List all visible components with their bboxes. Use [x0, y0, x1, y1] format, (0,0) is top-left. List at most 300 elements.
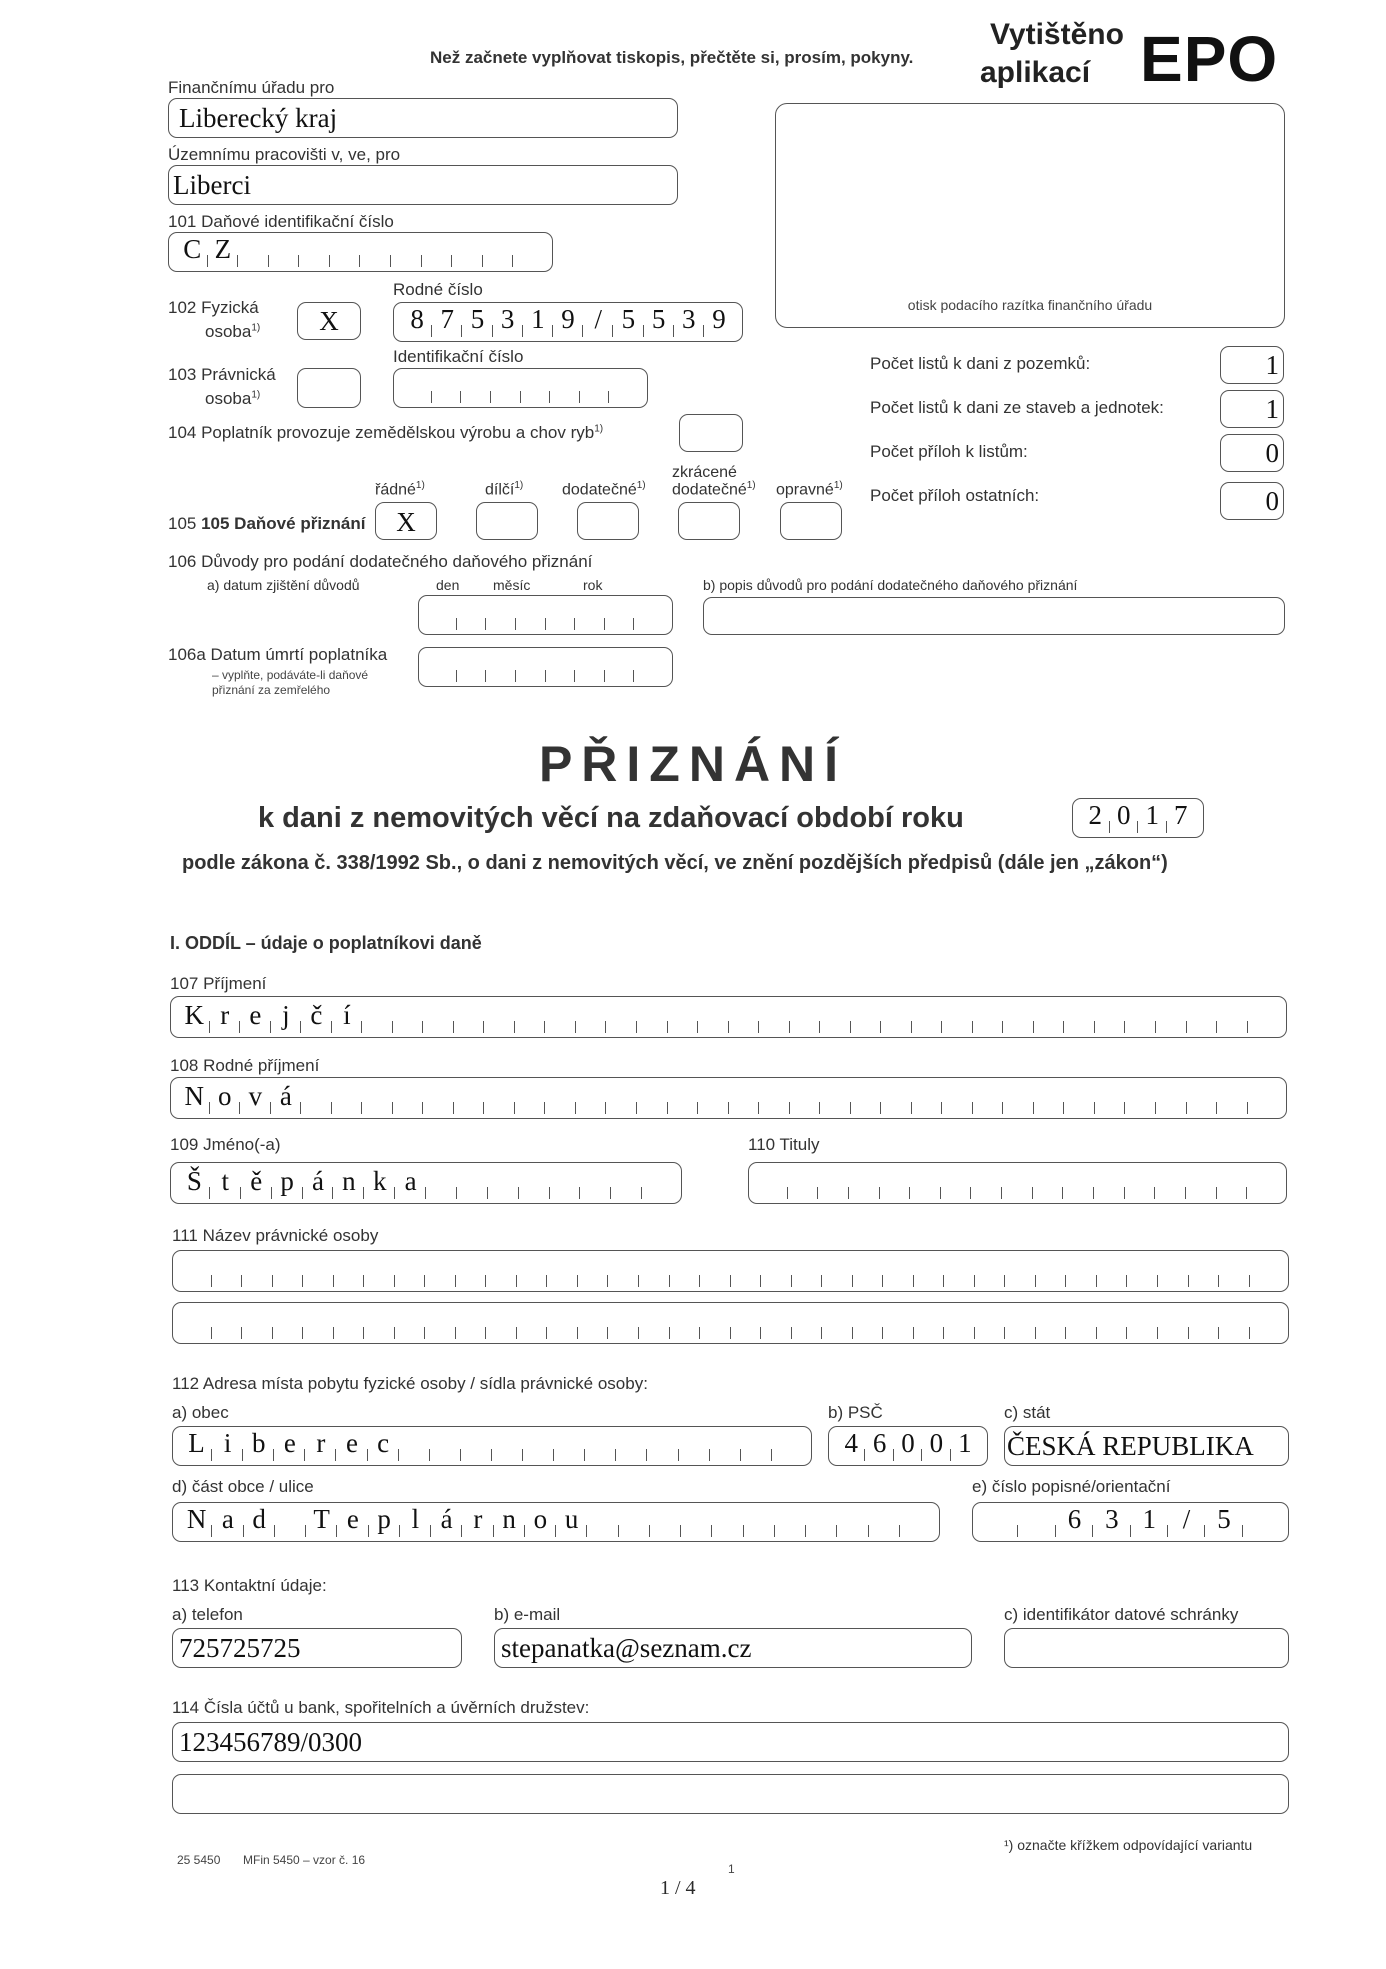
email-field[interactable]: stepanatka@seznam.cz	[494, 1628, 972, 1668]
legal-name-cell	[731, 1251, 762, 1287]
title-cell	[1247, 1163, 1278, 1199]
surname-cell	[515, 997, 546, 1033]
first-name-cell	[611, 1163, 642, 1199]
title-cell	[1186, 1163, 1217, 1199]
legal-name-cell	[1127, 1251, 1158, 1287]
death-label: 106a Datum úmrtí poplatníka	[168, 645, 388, 664]
legal-name-cell	[1005, 1303, 1036, 1339]
city-cell	[461, 1427, 492, 1461]
legal-name-cell	[975, 1251, 1006, 1287]
buildings-sheets-label: Počet listů k dani ze staveb a jednotek:	[870, 398, 1164, 417]
attach-other-field[interactable]: 0	[1220, 482, 1284, 520]
databox-field[interactable]	[1004, 1628, 1289, 1668]
country-field[interactable]: ČESKÁ REPUBLIKA	[1004, 1426, 1289, 1466]
surname-cell	[942, 997, 973, 1033]
legal-name-cell	[914, 1303, 945, 1339]
birth-surname-cell	[1003, 1078, 1034, 1114]
surname-cell	[576, 997, 607, 1033]
surname-cell	[851, 997, 882, 1033]
account-field-2[interactable]	[172, 1774, 1289, 1814]
street-cell: N	[181, 1503, 212, 1537]
birth-number-field[interactable]	[393, 302, 743, 342]
reasons-date-label: a) datum zjištění důvodů	[207, 577, 360, 593]
city-cell	[430, 1427, 461, 1461]
surname-cell	[820, 997, 851, 1033]
legal-name-cell	[212, 1251, 243, 1287]
legal-name-cell	[914, 1251, 945, 1287]
legal-name-cell	[425, 1303, 456, 1339]
birth-surname-cell	[1034, 1078, 1065, 1114]
date-cell	[634, 596, 664, 630]
birth-number-cell: 3	[493, 303, 523, 337]
surname-cell	[1125, 997, 1156, 1033]
birth-surname-cell	[301, 1078, 332, 1114]
street-cell	[650, 1503, 681, 1537]
birth-surname-cell	[1187, 1078, 1218, 1114]
date-cell	[427, 648, 457, 682]
birth-surname-cell	[332, 1078, 363, 1114]
legal-name-cell	[700, 1303, 731, 1339]
birth-surname-cell	[790, 1078, 821, 1114]
legal-name-cell	[639, 1251, 670, 1287]
surname-cell	[545, 997, 576, 1033]
id-number-cell	[402, 369, 432, 403]
zip-cell: 1	[958, 1428, 972, 1458]
legal-name-cell	[303, 1303, 334, 1339]
legal-name-cell	[883, 1303, 914, 1339]
id-number-cell	[432, 369, 462, 403]
city-field[interactable]	[172, 1426, 812, 1466]
country-label: c) stát	[1004, 1403, 1051, 1422]
opt-shortened-checkbox[interactable]	[678, 502, 740, 540]
city-cell	[647, 1427, 678, 1461]
legal-name-cell	[1250, 1303, 1281, 1339]
legal-name-cell	[700, 1251, 731, 1287]
title-cell	[1033, 1163, 1064, 1199]
birth-surname-cell	[729, 1078, 760, 1114]
birth-surname-cell	[576, 1078, 607, 1114]
street-cell: u	[556, 1503, 587, 1537]
title-cell	[757, 1163, 788, 1199]
opt-supplementary-label: dodatečné$^{1)}$	[562, 480, 646, 499]
legal-name-cell	[608, 1251, 639, 1287]
attach-sheets-label: Počet příloh k listům:	[870, 442, 1028, 461]
opt-partial-checkbox[interactable]	[476, 502, 538, 540]
tax-id-cell: Z	[208, 233, 239, 267]
birth-surname-cell	[393, 1078, 424, 1114]
surname-cell	[698, 997, 729, 1033]
first-name-cell: p	[272, 1163, 303, 1199]
month-label: měsíc	[493, 577, 531, 593]
legal-name-cell	[670, 1251, 701, 1287]
house-number-cell	[1243, 1503, 1280, 1537]
legal-name-cell	[1036, 1303, 1067, 1339]
death-date-field[interactable]	[418, 647, 673, 687]
birth-surname-cell: v	[240, 1078, 271, 1114]
birth-number-cell: 5	[644, 303, 674, 337]
street-cell	[744, 1503, 775, 1537]
first-name-cell	[550, 1163, 581, 1199]
first-name-cell: á	[303, 1163, 334, 1199]
legal-name-cell	[547, 1251, 578, 1287]
legal-name-cell	[761, 1251, 792, 1287]
birth-surname-cell	[545, 1078, 576, 1114]
birth-surname-cell	[668, 1078, 699, 1114]
house-number-field[interactable]	[972, 1502, 1289, 1542]
legal-name-cell	[456, 1251, 487, 1287]
street-cell	[587, 1503, 618, 1537]
surname-cell: K	[179, 997, 210, 1033]
house-number-cell: /	[1168, 1503, 1205, 1537]
title-cell	[1063, 1163, 1094, 1199]
legal-name-cell	[334, 1251, 365, 1287]
house-number-cell	[1018, 1503, 1055, 1537]
birth-number-cell: 3	[674, 303, 704, 337]
date-cell	[516, 648, 546, 682]
year-label: rok	[583, 577, 603, 593]
house-number-cell: 6	[1056, 1503, 1093, 1537]
birth-surname-cell	[759, 1078, 790, 1114]
legal-person-label: 103 Právnická	[168, 365, 276, 384]
tax-id-cell	[360, 233, 391, 267]
city-cell	[616, 1427, 647, 1461]
tax-id-field[interactable]	[168, 232, 553, 272]
surname-cell	[637, 997, 668, 1033]
surname-cell	[790, 997, 821, 1033]
street-cell: T	[306, 1503, 337, 1537]
surname-cell	[912, 997, 943, 1033]
form-id: MFin 5450 – vzor č. 16	[243, 1853, 366, 1867]
id-number-cell	[461, 369, 491, 403]
birth-surname-cell	[362, 1078, 393, 1114]
house-number-cell: 3	[1093, 1503, 1130, 1537]
agri-checkbox[interactable]	[679, 414, 743, 452]
birth-surname-field[interactable]	[170, 1077, 1287, 1119]
id-number-cell	[521, 369, 551, 403]
tax-id-cell	[330, 233, 361, 267]
street-label: d) část obce / ulice	[172, 1477, 314, 1496]
tax-id-cell	[269, 233, 300, 267]
attach-sheets-field[interactable]: 0	[1220, 434, 1284, 472]
phone-field[interactable]: 725725725	[172, 1628, 462, 1668]
surname-cell	[484, 997, 515, 1033]
date-cell	[605, 596, 635, 630]
accounts-label: 114 Čísla účtů u bank, spořitelních a úvěrních družstev:	[172, 1698, 590, 1717]
birth-surname-cell: N	[179, 1078, 210, 1114]
birth-number-cell: 5	[462, 303, 492, 337]
legal-name-cell	[1127, 1303, 1158, 1339]
birth-number-cell: 8	[402, 303, 432, 337]
city-cell	[523, 1427, 554, 1461]
legal-name-cell	[181, 1251, 212, 1287]
buildings-sheets-field[interactable]: 1	[1220, 390, 1284, 428]
city-cell: e	[336, 1427, 367, 1461]
birth-surname-cell	[881, 1078, 912, 1114]
birth-surname-cell	[1095, 1078, 1126, 1114]
city-cell	[772, 1427, 803, 1461]
street-cell	[619, 1503, 650, 1537]
surname-cell	[1095, 997, 1126, 1033]
legal-name-cell	[975, 1303, 1006, 1339]
birth-surname-cell	[973, 1078, 1004, 1114]
reasons-label: 106 Důvody pro podání dodatečného daňového přiznání	[168, 552, 593, 571]
city-cell	[710, 1427, 741, 1461]
legal-name-cell	[853, 1303, 884, 1339]
email-label: b) e-mail	[494, 1605, 561, 1624]
surname-cell	[1217, 997, 1248, 1033]
city-cell	[741, 1427, 772, 1461]
reasons-desc-label: b) popis důvodů pro podání dodatečného daňového přiznání	[703, 577, 1078, 593]
house-number-cell	[981, 1503, 1018, 1537]
legal-name-cell	[364, 1251, 395, 1287]
title-cell	[1217, 1163, 1248, 1199]
page-title: PŘIZNÁNÍ	[538, 736, 848, 792]
surname-field[interactable]	[170, 996, 1287, 1038]
year-cell: 7	[1174, 800, 1188, 830]
legal-name-cell	[486, 1303, 517, 1339]
workplace-field[interactable]: Liberci	[168, 165, 678, 205]
tax-id-cell	[513, 233, 544, 267]
surname-cell	[423, 997, 454, 1033]
tax-id-cell	[422, 233, 453, 267]
city-cell: e	[274, 1427, 305, 1461]
id-number-field[interactable]	[393, 368, 648, 408]
first-name-cell: t	[210, 1163, 241, 1199]
legal-name-cell	[792, 1251, 823, 1287]
surname-cell: j	[271, 997, 302, 1033]
legal-name-cell	[1219, 1251, 1250, 1287]
title-cell	[971, 1163, 1002, 1199]
surname-cell	[362, 997, 393, 1033]
databox-label: c) identifikátor datové schránky	[1004, 1605, 1239, 1624]
date-cell	[457, 596, 487, 630]
date-cell	[486, 648, 516, 682]
legal-name-cell	[517, 1303, 548, 1339]
legal-name-cell	[1189, 1303, 1220, 1339]
first-name-field[interactable]	[170, 1162, 682, 1204]
birth-surname-cell	[1248, 1078, 1279, 1114]
contact-label: 113 Kontaktní údaje:	[172, 1576, 327, 1595]
opt-corrective-checkbox[interactable]	[780, 502, 842, 540]
year-field[interactable]	[1072, 798, 1204, 838]
surname-cell	[729, 997, 760, 1033]
date-cell	[605, 648, 635, 682]
street-cell	[806, 1503, 837, 1537]
physical-person-checkbox[interactable]: X	[297, 302, 361, 340]
street-cell: n	[494, 1503, 525, 1537]
birth-number-cell: 7	[432, 303, 462, 337]
street-cell: á	[431, 1503, 462, 1537]
physical-person-label: 102 Fyzická	[168, 298, 259, 317]
legal-name-cell	[273, 1303, 304, 1339]
reasons-desc-field[interactable]	[703, 597, 1285, 635]
first-name-cell	[488, 1163, 519, 1199]
street-cell	[837, 1503, 868, 1537]
death-note-2: přiznání za zemřelého	[212, 683, 331, 697]
street-cell: l	[400, 1503, 431, 1537]
shortened-label-top: zkrácené	[672, 464, 737, 481]
birth-surname-cell	[1125, 1078, 1156, 1114]
city-cell	[585, 1427, 616, 1461]
street-cell	[681, 1503, 712, 1537]
phone-label: a) telefon	[172, 1605, 243, 1624]
tax-id-cell	[452, 233, 483, 267]
opt-partial-label: dílčí$^{1)}$	[485, 480, 524, 499]
birth-surname-cell	[942, 1078, 973, 1114]
year-cell: 1	[1138, 799, 1167, 833]
opt-supplementary-checkbox[interactable]	[577, 502, 639, 540]
legal-name-cell	[1189, 1251, 1220, 1287]
id-number-label: Identifikační číslo	[393, 347, 524, 366]
street-cell: a	[212, 1503, 243, 1537]
legal-name-label: 111 Název právnické osoby	[172, 1226, 379, 1245]
birth-surname-cell	[515, 1078, 546, 1114]
tax-id-cell	[238, 233, 269, 267]
street-field[interactable]	[172, 1502, 940, 1542]
birth-surname-cell	[606, 1078, 637, 1114]
city-label: a) obec	[172, 1403, 229, 1422]
house-number-cell: 1	[1131, 1503, 1168, 1537]
city-cell: L	[181, 1427, 212, 1461]
birth-surname-cell: á	[271, 1078, 302, 1114]
legal-name-cell	[639, 1303, 670, 1339]
epo-logo: EPO	[1140, 23, 1279, 95]
surname-cell: í	[332, 997, 363, 1033]
birth-surname-cell	[1064, 1078, 1095, 1114]
physical-person-label-2: osoba$^{1)}$	[205, 322, 261, 341]
legal-name-cell	[1005, 1251, 1036, 1287]
agri-label: 104 Poplatník provozuje zemědělskou výrobu a chov ryb$^{1)}$	[168, 423, 604, 442]
titles-label: 110 Tituly	[748, 1135, 820, 1154]
zip-cell: 6	[865, 1427, 893, 1461]
surname-cell: č	[301, 997, 332, 1033]
legal-name-field-2[interactable]	[172, 1302, 1289, 1344]
title-cell	[1125, 1163, 1156, 1199]
instruction-text: Než začnete vyplňovat tiskopis, přečtěte si, prosím, pokyny.	[430, 48, 914, 67]
title-cell	[910, 1163, 941, 1199]
legal-name-cell	[1250, 1251, 1281, 1287]
street-cell	[775, 1503, 806, 1537]
id-number-cell	[550, 369, 580, 403]
legal-name-cell	[303, 1251, 334, 1287]
legal-name-cell	[547, 1303, 578, 1339]
opt-regular-label: řádné$^{1)}$	[375, 480, 425, 499]
first-name-cell	[642, 1163, 673, 1199]
legal-name-cell	[364, 1303, 395, 1339]
legal-person-label-2: osoba$^{1)}$	[205, 389, 261, 408]
date-cell	[634, 648, 664, 682]
legal-name-cell	[181, 1303, 212, 1339]
street-cell	[275, 1503, 306, 1537]
return-type-label: 105 105 Daňové přiznání	[168, 514, 366, 533]
title-cell	[1155, 1163, 1186, 1199]
law-reference: podle zákona č. 338/1992 Sb., o dani z nemovitých věcí, ve znění pozdějších předpisů (dále jen „zákon“)	[182, 852, 1168, 874]
legal-name-cell	[761, 1303, 792, 1339]
year-cell: 2	[1081, 799, 1110, 833]
birth-number-cell: 5	[613, 303, 643, 337]
birth-surname-cell	[454, 1078, 485, 1114]
zip-label: b) PSČ	[828, 1403, 883, 1422]
account-field-1[interactable]: 123456789/0300	[172, 1722, 1289, 1762]
surname-cell	[1064, 997, 1095, 1033]
legal-name-field-1[interactable]	[172, 1250, 1289, 1292]
office-field[interactable]: Liberecký kraj	[168, 98, 678, 138]
first-name-cell	[457, 1163, 488, 1199]
surname-cell	[606, 997, 637, 1033]
land-sheets-field[interactable]: 1	[1220, 346, 1284, 384]
id-number-cell	[609, 369, 639, 403]
office-label: Finančnímu úřadu pro	[168, 78, 335, 97]
surname-cell	[393, 997, 424, 1033]
legal-name-cell	[944, 1251, 975, 1287]
legal-name-cell	[1036, 1251, 1067, 1287]
legal-name-cell	[944, 1303, 975, 1339]
birth-surname-cell	[1217, 1078, 1248, 1114]
city-cell	[492, 1427, 523, 1461]
legal-name-cell	[425, 1251, 456, 1287]
legal-name-cell	[212, 1303, 243, 1339]
workplace-label: Územnímu pracovišti v, ve, pro	[168, 145, 401, 164]
city-cell: r	[305, 1427, 336, 1461]
birth-surname-cell	[1156, 1078, 1187, 1114]
city-cell	[399, 1427, 430, 1461]
opt-regular-checkbox[interactable]: X	[375, 502, 437, 540]
zip-cell: 0	[894, 1427, 922, 1461]
titles-field[interactable]	[748, 1162, 1287, 1204]
legal-name-cell	[1219, 1303, 1250, 1339]
legal-name-cell	[1066, 1251, 1097, 1287]
first-name-cell	[426, 1163, 457, 1199]
legal-name-cell	[395, 1251, 426, 1287]
street-cell	[900, 1503, 931, 1537]
birth-number-cell: 9	[553, 303, 583, 337]
title-cell	[880, 1163, 911, 1199]
attach-other-label: Počet příloh ostatních:	[870, 486, 1040, 505]
surname-cell	[1187, 997, 1218, 1033]
page-subtitle: k dani z nemovitých věcí na zdaňovací období roku	[258, 802, 964, 834]
page-number: 1 / 4	[660, 1877, 696, 1899]
birth-surname-cell	[698, 1078, 729, 1114]
footnote-number: 1	[728, 1862, 735, 1876]
first-name-cell: Š	[179, 1163, 210, 1199]
tax-id-cell: C	[177, 233, 208, 267]
zip-field[interactable]	[828, 1426, 988, 1466]
date-cell	[546, 596, 576, 630]
title-cell	[1094, 1163, 1125, 1199]
title-cell	[941, 1163, 972, 1199]
birth-surname-cell	[851, 1078, 882, 1114]
id-number-cell	[580, 369, 610, 403]
surname-cell	[668, 997, 699, 1033]
surname-cell	[1034, 997, 1065, 1033]
footnote-text: ¹) označte křížkem odpovídající variantu	[1004, 1837, 1253, 1853]
form-code: 25 5450	[177, 1853, 221, 1867]
street-cell	[869, 1503, 900, 1537]
legal-name-cell	[242, 1251, 273, 1287]
birth-number-cell: 9	[712, 304, 726, 334]
date-cell	[486, 596, 516, 630]
legal-name-cell	[1158, 1251, 1189, 1287]
first-name-cell: n	[333, 1163, 364, 1199]
legal-person-checkbox[interactable]	[297, 368, 361, 408]
city-cell: b	[243, 1427, 274, 1461]
legal-name-cell	[792, 1303, 823, 1339]
printed-by-line1: Vytištěno	[990, 18, 1124, 51]
city-cell: c	[368, 1427, 399, 1461]
reasons-date-field[interactable]	[418, 595, 673, 635]
day-label: den	[436, 577, 460, 593]
birth-surname-cell	[423, 1078, 454, 1114]
